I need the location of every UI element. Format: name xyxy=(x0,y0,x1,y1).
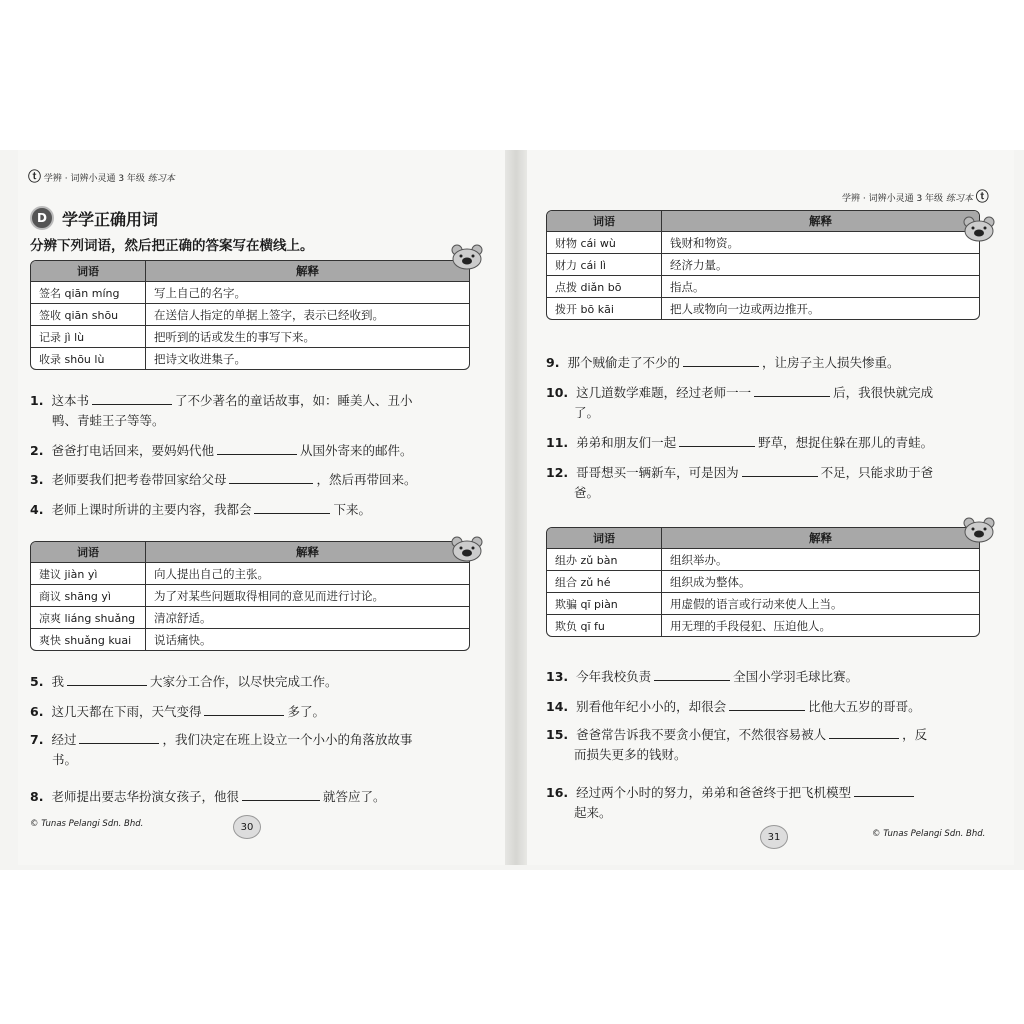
vocab-word: 财物 cái wù xyxy=(547,232,662,253)
vocab-table-2 xyxy=(30,541,470,651)
vocab-meaning: 清凉舒适。 xyxy=(154,610,212,625)
vocab-meaning: 组织举办。 xyxy=(670,552,728,567)
table-row xyxy=(31,606,469,628)
vocab-meaning: 把人或物向一边或两边推开。 xyxy=(670,301,820,316)
question-number: 13. xyxy=(546,669,569,684)
header-mark: 练习本 xyxy=(147,174,175,184)
answer-blank[interactable] xyxy=(79,731,159,744)
left-running-header xyxy=(28,166,175,185)
question-text: ，我们决定在班上设立一个小小的角落放故事 xyxy=(162,732,413,747)
question-number: 11. xyxy=(546,435,569,450)
question-text: 这几天都在下雨，天气变得 xyxy=(51,704,202,719)
question-3 xyxy=(30,470,490,490)
question-7 xyxy=(30,730,480,770)
question-text: 大家分工合作，以尽快完成工作。 xyxy=(149,674,338,689)
bear-mascot-icon xyxy=(450,244,484,270)
table-row xyxy=(547,614,979,636)
vocab-word: 财力 cái lì xyxy=(547,254,662,275)
vocab-table-4 xyxy=(546,527,980,637)
table-header xyxy=(547,211,979,231)
question-10 xyxy=(546,383,996,423)
table-row xyxy=(547,275,979,297)
col-word-header: 词语 xyxy=(31,542,146,562)
copyright-footer: © Tunas Pelangi Sdn. Bhd. xyxy=(30,819,144,829)
vocab-meaning: 经济力量。 xyxy=(670,257,728,272)
question-text: 弟弟和朋友们一起 xyxy=(576,435,677,450)
answer-blank[interactable] xyxy=(829,726,899,739)
col-word-header: 词语 xyxy=(547,211,662,231)
table-row xyxy=(547,548,979,570)
table-row xyxy=(31,562,469,584)
answer-blank[interactable] xyxy=(729,698,805,711)
question-text: ，然后再带回来。 xyxy=(316,472,417,487)
header-text: 学辨 · 词辨小灵通 3 年级 xyxy=(43,174,145,184)
question-text: 经过 xyxy=(51,732,77,747)
vocab-word: 拨开 bō kāi xyxy=(547,298,662,319)
question-text: 老师上课时所讲的主要内容，我都会 xyxy=(51,502,252,517)
table-row xyxy=(31,584,469,606)
col-meaning-header: 解释 xyxy=(809,531,832,545)
answer-blank[interactable] xyxy=(254,501,330,514)
vocab-table-3 xyxy=(546,210,980,320)
answer-blank[interactable] xyxy=(854,784,914,797)
question-text: 今年我校负责 xyxy=(576,669,652,684)
question-6 xyxy=(30,702,480,722)
question-text: 后，我很快就完成 xyxy=(833,385,934,400)
vocab-meaning: 说话痛快。 xyxy=(154,632,212,647)
question-number: 1. xyxy=(30,393,44,408)
answer-blank[interactable] xyxy=(679,434,755,447)
question-4 xyxy=(30,500,480,520)
header-mark: 练习本 xyxy=(945,194,973,204)
question-text: 爸爸打电话回来，要妈妈代他 xyxy=(51,443,214,458)
answer-blank[interactable] xyxy=(217,442,297,455)
question-text: ，反 xyxy=(902,727,928,742)
question-text: 了。 xyxy=(574,405,600,420)
col-word-header: 词语 xyxy=(547,528,662,548)
table-row xyxy=(31,325,469,347)
vocab-word: 组合 zǔ hé xyxy=(547,571,662,592)
header-text: 学辨 · 词辨小灵通 3 年级 xyxy=(842,194,944,204)
question-number: 12. xyxy=(546,465,569,480)
question-number: 7. xyxy=(30,732,44,747)
question-number: 6. xyxy=(30,704,44,719)
vocab-word: 商议 shāng yì xyxy=(31,585,146,606)
question-11 xyxy=(546,433,996,453)
col-meaning-header: 解释 xyxy=(296,545,319,559)
col-word-header: 词语 xyxy=(31,261,146,281)
answer-blank[interactable] xyxy=(683,354,759,367)
section-badge: D xyxy=(30,206,54,230)
answer-blank[interactable] xyxy=(229,471,313,484)
question-text: 比他大五岁的哥哥。 xyxy=(808,699,921,714)
book-logo-icon: ⓣ xyxy=(975,190,989,205)
vocab-meaning: 向人提出自己的主张。 xyxy=(154,566,269,581)
question-text: 老师提出要志华扮演女孩子，他很 xyxy=(51,789,239,804)
question-number: 2. xyxy=(30,443,44,458)
question-2 xyxy=(30,441,480,461)
question-text: 这几道数学难题，经过老师一一 xyxy=(576,385,752,400)
question-text: 别看他年纪小小的，却很会 xyxy=(576,699,727,714)
question-1 xyxy=(30,391,470,431)
book-logo-icon: ⓣ xyxy=(28,170,42,185)
vocab-meaning: 把听到的话或发生的事写下来。 xyxy=(154,329,315,344)
vocab-meaning: 用虚假的语言或行动来使人上当。 xyxy=(670,596,843,611)
vocab-word: 爽快 shuǎng kuai xyxy=(31,629,146,650)
table-row xyxy=(31,303,469,325)
question-text: 老师要我们把考卷带回家给父母 xyxy=(51,472,227,487)
vocab-word: 建议 jiàn yì xyxy=(31,563,146,584)
vocab-word: 点拨 diǎn bō xyxy=(547,276,662,297)
vocab-word: 记录 jì lù xyxy=(31,326,146,347)
bear-mascot-icon xyxy=(450,536,484,562)
question-text: 我 xyxy=(51,674,64,689)
question-number: 15. xyxy=(546,727,569,742)
vocab-meaning: 把诗文收进集子。 xyxy=(154,351,246,366)
question-text: 鸭、青蛙王子等等。 xyxy=(52,413,165,428)
answer-blank[interactable] xyxy=(742,464,818,477)
question-number: 3. xyxy=(30,472,44,487)
question-text: 不足，只能求助于爸 xyxy=(820,465,934,480)
page-number: 31 xyxy=(760,825,788,849)
question-text: 那个贼偷走了不少的 xyxy=(567,355,680,370)
page-number: 30 xyxy=(233,815,261,839)
question-number: 10. xyxy=(546,385,569,400)
question-number: 5. xyxy=(30,674,44,689)
vocab-meaning: 写上自己的名字。 xyxy=(154,285,246,300)
vocab-word: 签名 qiān míng xyxy=(31,282,146,303)
vocab-meaning: 在送信人指定的单据上签字，表示已经收到。 xyxy=(154,307,384,322)
section-title xyxy=(30,206,158,230)
vocab-meaning: 组织成为整体。 xyxy=(670,574,751,589)
question-text: 从国外寄来的邮件。 xyxy=(299,443,413,458)
vocab-word: 欺负 qī fu xyxy=(547,615,662,636)
question-14 xyxy=(546,697,996,717)
table-row xyxy=(31,281,469,303)
question-text: 起来。 xyxy=(574,805,612,820)
question-text: 哥哥想买一辆新车，可是因为 xyxy=(576,465,739,480)
vocab-meaning: 为了对某些问题取得相同的意见而进行讨论。 xyxy=(154,588,384,603)
question-9 xyxy=(546,353,996,373)
section-heading: 学学正确用词 xyxy=(62,209,159,229)
table-row xyxy=(547,570,979,592)
question-text: 就答应了。 xyxy=(322,789,386,804)
col-meaning-header: 解释 xyxy=(296,264,319,278)
table-header xyxy=(547,528,979,548)
table-row xyxy=(547,592,979,614)
question-text: 这本书 xyxy=(51,393,89,408)
question-text: 下来。 xyxy=(333,502,371,517)
table-row xyxy=(547,297,979,319)
question-number: 9. xyxy=(546,355,560,370)
table-row xyxy=(31,347,469,369)
vocab-word: 组办 zǔ bàn xyxy=(547,549,662,570)
table-row xyxy=(547,253,979,275)
answer-blank[interactable] xyxy=(242,788,320,801)
table-header xyxy=(31,261,469,281)
question-text: 爸。 xyxy=(574,485,600,500)
question-text: 书。 xyxy=(52,752,78,767)
question-number: 4. xyxy=(30,502,44,517)
vocab-word: 凉爽 liáng shuǎng xyxy=(31,607,146,628)
table-row xyxy=(547,231,979,253)
vocab-word: 欺骗 qī piàn xyxy=(547,593,662,614)
col-meaning-header: 解释 xyxy=(809,214,832,228)
vocab-meaning: 指点。 xyxy=(670,279,705,294)
instruction-text: 分辨下列词语，然后把正确的答案写在横线上。 xyxy=(30,238,314,254)
vocab-meaning: 钱财和物资。 xyxy=(670,235,739,250)
copyright-footer: © Tunas Pelangi Sdn. Bhd. xyxy=(872,829,986,839)
vocab-table-1 xyxy=(30,260,470,370)
question-number: 16. xyxy=(546,785,569,800)
question-number: 14. xyxy=(546,699,569,714)
question-text: 多了。 xyxy=(287,704,325,719)
question-text: 野草，想捉住躲在那儿的青蛙。 xyxy=(758,435,934,450)
question-13 xyxy=(546,667,996,687)
question-8 xyxy=(30,787,480,807)
vocab-meaning: 用无理的手段侵犯、压迫他人。 xyxy=(670,618,831,633)
table-row xyxy=(31,628,469,650)
vocab-word: 收录 shōu lù xyxy=(31,348,146,369)
answer-blank[interactable] xyxy=(204,703,284,716)
answer-blank[interactable] xyxy=(754,384,830,397)
book-gutter xyxy=(505,150,527,865)
question-16 xyxy=(546,783,996,823)
question-12 xyxy=(546,463,996,503)
question-text: 而损失更多的钱财。 xyxy=(574,747,687,762)
question-text: 了不少著名的童话故事，如：睡美人、丑小 xyxy=(174,393,413,408)
question-number: 8. xyxy=(30,789,44,804)
question-text: 爸爸常告诉我不要贪小便宜，不然很容易被人 xyxy=(576,727,827,742)
answer-blank[interactable] xyxy=(654,668,730,681)
question-15 xyxy=(546,725,996,765)
table-header xyxy=(31,542,469,562)
answer-blank[interactable] xyxy=(67,673,147,686)
bear-mascot-icon xyxy=(962,216,996,242)
question-text: 全国小学羽毛球比赛。 xyxy=(733,669,859,684)
vocab-word: 签收 qiān shōu xyxy=(31,304,146,325)
right-running-header xyxy=(842,186,989,205)
bear-mascot-icon xyxy=(962,517,996,543)
question-text: ，让房子主人损失惨重。 xyxy=(761,355,900,370)
question-text: 经过两个小时的努力，弟弟和爸爸终于把飞机模型 xyxy=(576,785,852,800)
question-5 xyxy=(30,672,480,692)
answer-blank[interactable] xyxy=(92,392,172,405)
